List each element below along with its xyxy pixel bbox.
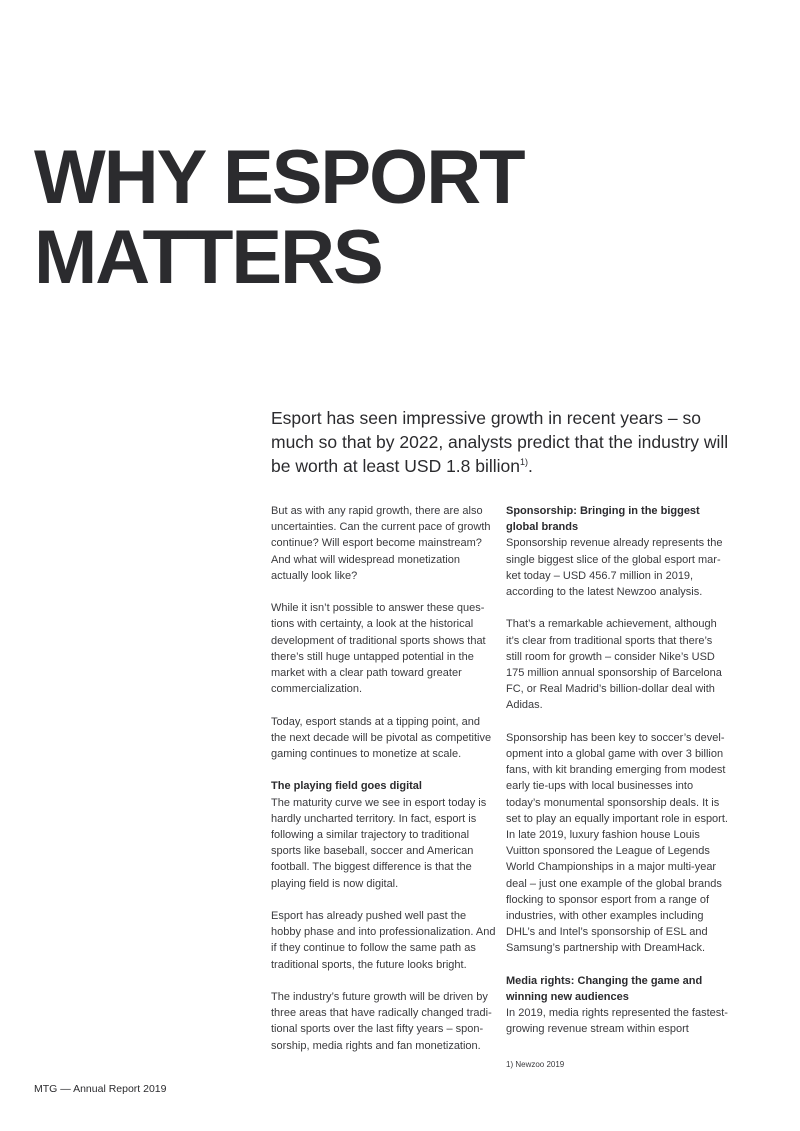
- left-column: [271, 503, 496, 1070]
- section-heading-playing-field: The playing field goes digital: [271, 780, 422, 793]
- left-paragraph-3: Today, esport stands at a tipping point, and the next decade will be pivotal as competitive gaming continues to monetize at scale.: [271, 715, 492, 761]
- lead-text: Esport has seen impressive growth in recent years – so much so that by 2022, analysts predict that the industry will be worth at least USD 1.8 billion: [271, 408, 729, 476]
- title-line-2: MATTERS: [34, 215, 382, 300]
- right-paragraph-2: That’s a remarkable achievement, although it’s clear from traditional sports that there’s still room for growth – consider Nike’s USD 175 million annual sponsorship of Barcelona FC, or Real Madrid’s billion-dollar deal with Adidas.: [506, 618, 722, 712]
- left-paragraph-4: The maturity curve we see in esport today is hardly uncharted territory. In fact, esport is following a similar trajectory to traditional sports like baseball, soccer and American football. The biggest difference is that the playing field is now digital.: [271, 796, 487, 890]
- lead-footnote-ref: 1): [520, 457, 529, 468]
- lead-paragraph: [271, 406, 741, 478]
- left-paragraph-5: Esport has already pushed well past the hobby phase and into professionalization. And if they continue to follow the same path as traditional sports, the future looks bright.: [271, 910, 496, 971]
- right-section-4: [506, 973, 728, 1038]
- right-paragraph-1: Sponsorship revenue already represents the single biggest slice of the global esport market today – USD 456.7 million in 2019, according to the latest Newzoo analysis.: [506, 537, 723, 599]
- left-paragraph-2: While it isn’t possible to answer these questions with certainty, a look at the historical development of traditional sports shows that there’s still huge untapped potential in the market with a clear path toward greater commercialization.: [271, 602, 486, 696]
- page-title: [34, 135, 524, 300]
- right-paragraph-4: In 2019, media rights represented the fastest-growing revenue stream within esport: [506, 1007, 728, 1036]
- right-column: [506, 503, 728, 1054]
- section-heading-sponsorship: Sponsorship: Bringing in the biggest global brands: [506, 505, 700, 534]
- lead-end: .: [528, 456, 533, 476]
- left-section-4: [271, 778, 496, 891]
- title-line-1: WHY ESPORT: [34, 135, 524, 220]
- left-paragraph-6: The industry’s future growth will be driven by three areas that have radically changed traditional sports over the last fifty years – sponsorship, media rights and fan monetization.: [271, 991, 492, 1052]
- page-footer: MTG — Annual Report 2019: [34, 1083, 167, 1095]
- right-paragraph-3: Sponsorship has been key to soccer’s development into a global game with over 3 billion fans, with kit branding emerging from modest early tie-ups with local businesses into today’s monumental sponsorship deals. It is set to play an equally important role in esport. In late 2019, luxury fashion house Louis Vuitton sponsored the League of Legends World Championships in a major multi-year deal – just one example of the global brands flocking to sponsor esport from a range of industries, with other examples including DHL’s and Intel’s sponsorship of ESL and Samsung’s partnership with DreamHack.: [506, 731, 728, 955]
- section-heading-media-rights: Media rights: Changing the game and winning new audiences: [506, 974, 703, 1004]
- right-section-1: [506, 503, 728, 600]
- left-paragraph-1: But as with any rapid growth, there are also uncertainties. Can the current pace of growth continue? Will esport become mainstream? And what will widespread monetization actually look like?: [271, 505, 491, 582]
- footnote: 1) Newzoo 2019: [506, 1060, 565, 1069]
